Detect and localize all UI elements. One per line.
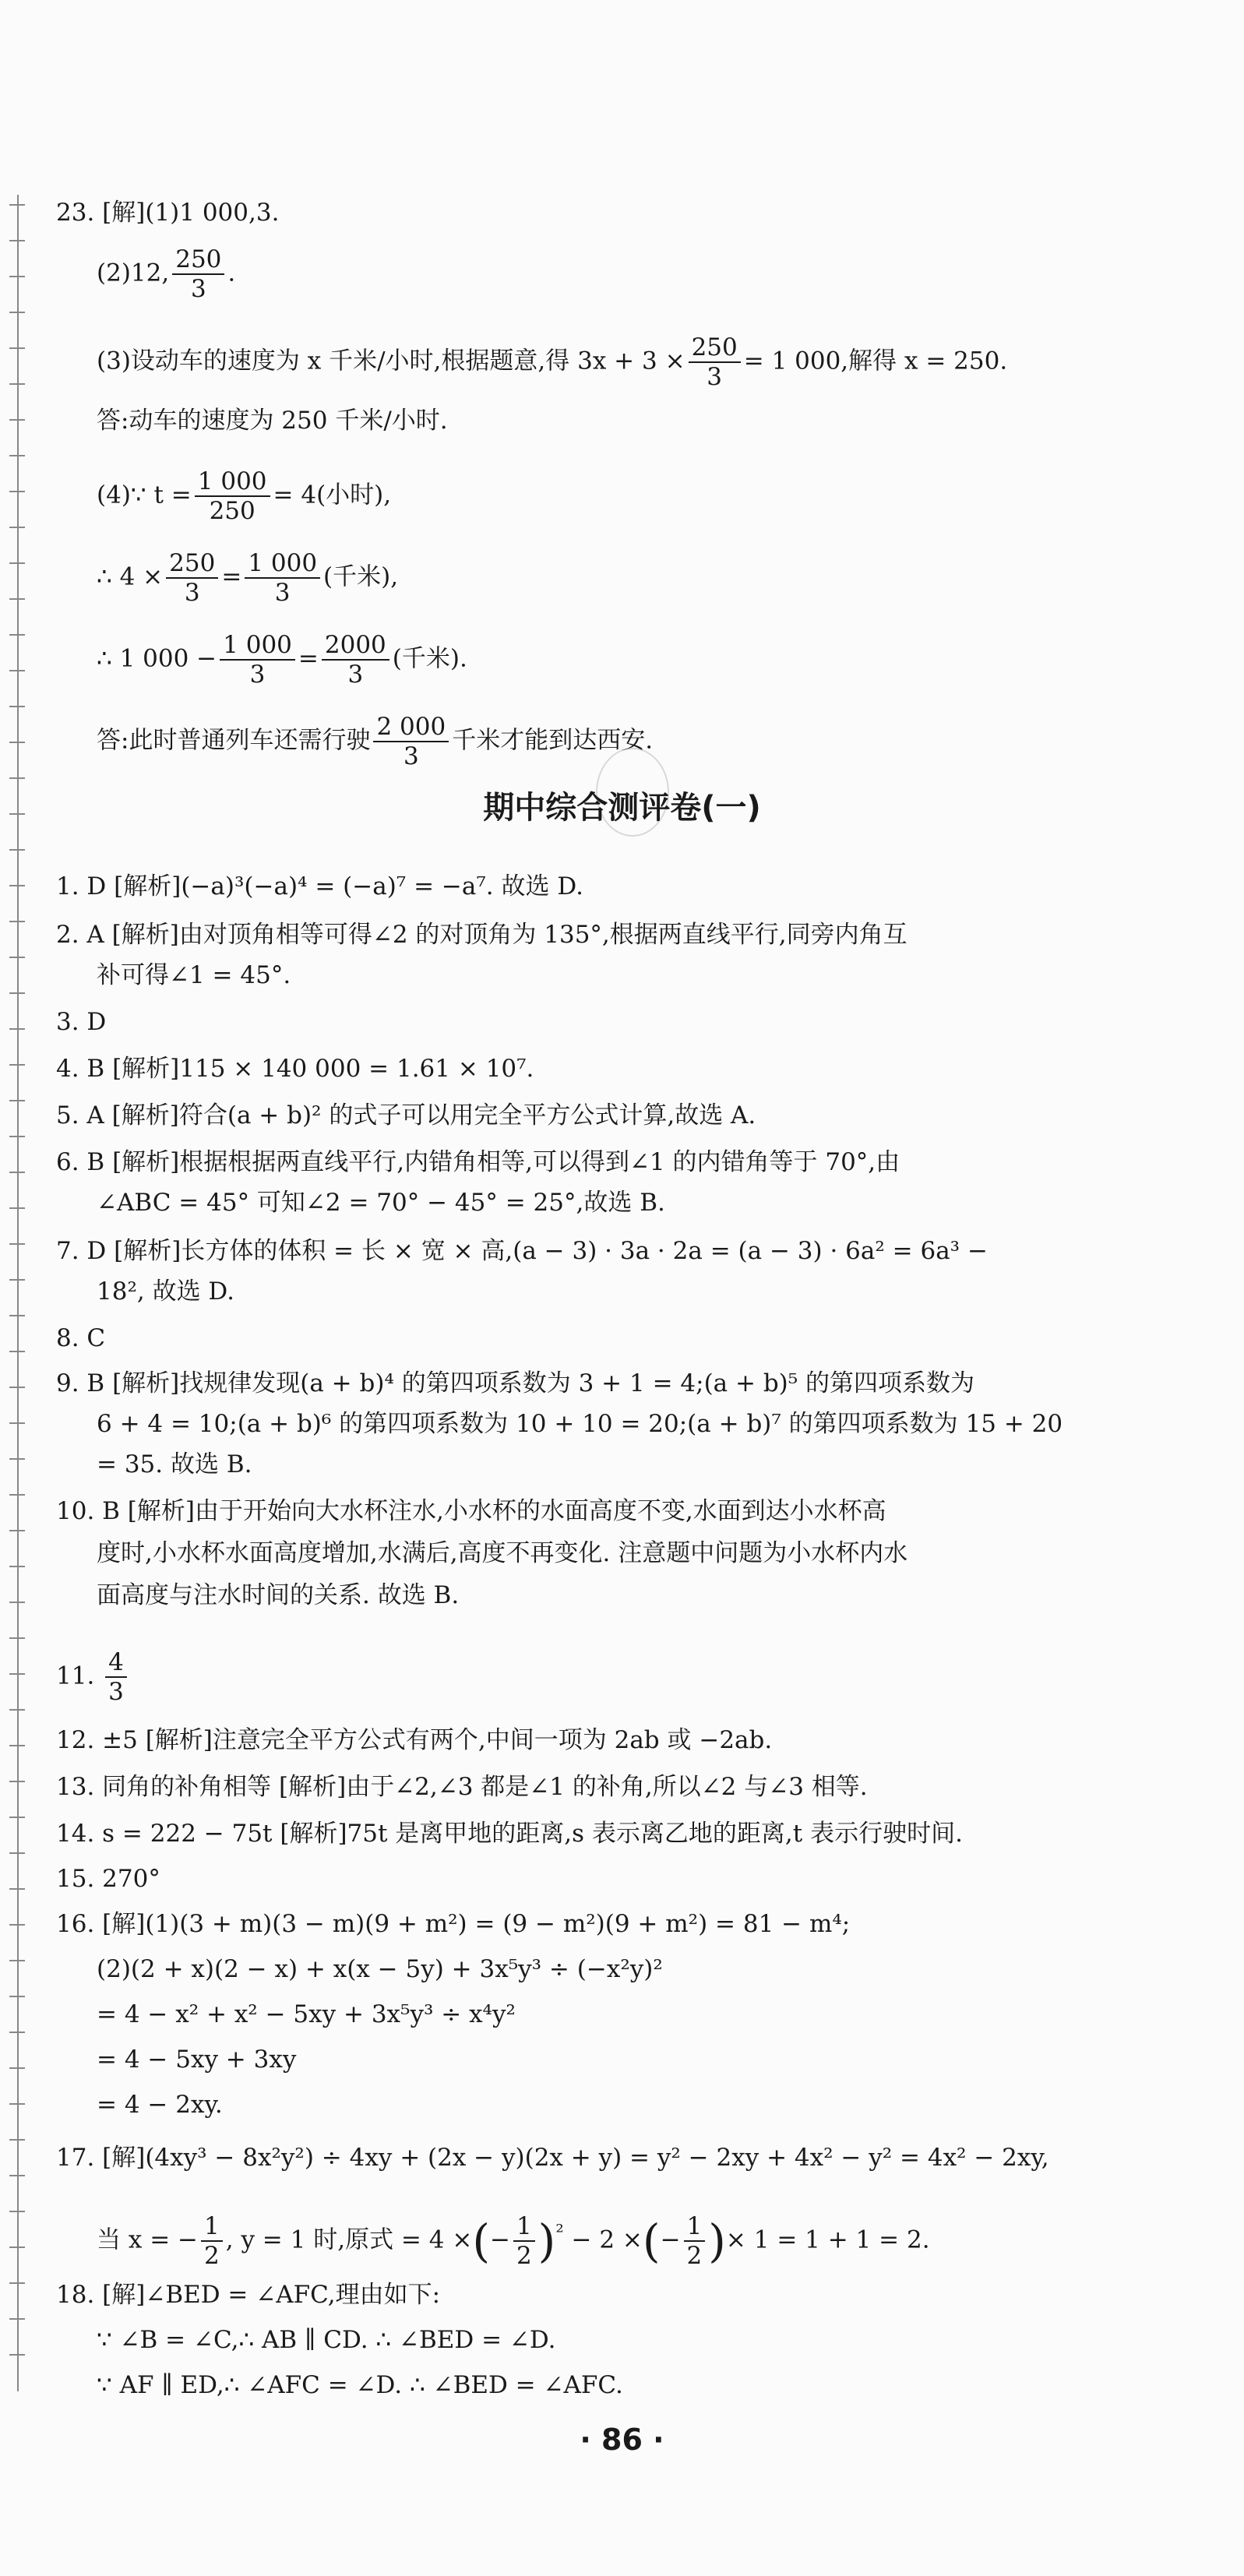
binding-tick xyxy=(9,921,25,922)
binding-tick xyxy=(9,1960,25,1961)
binding-tick xyxy=(9,1673,25,1675)
binding-tick xyxy=(9,849,25,851)
binding-tick xyxy=(9,957,25,958)
binding-tick xyxy=(9,742,25,743)
binding-tick xyxy=(9,2282,25,2284)
binding-tick xyxy=(9,1852,25,1854)
q23-line-2: (2)12, $\frac{250}{3}$ . xyxy=(97,245,236,303)
fraction: $\frac{1}{2}$ xyxy=(201,2212,223,2270)
answer-7-line-1: 7. D [解析]长方体的体积 = 长 × 宽 × 高,(a − 3) · 3a · 2a = (a − 3) · 6a² = 6a³ − xyxy=(56,1237,988,1265)
answer-16-line-2: (2)(2 + x)(2 − x) + x(x − 5y) + 3x⁵y³ ÷ (−x²y)² xyxy=(97,1955,663,1983)
answer-18-line-3: ∵ AF ∥ ED,∴ ∠AFC = ∠D. ∴ ∠BED = ∠AFC. xyxy=(97,2371,623,2399)
binding-tick xyxy=(9,1530,25,1531)
binding-tick xyxy=(9,777,25,779)
answer-16-line-3: = 4 − x² + x² − 5xy + 3x⁵y³ ÷ x⁴y² xyxy=(97,2000,516,2028)
binding-tick xyxy=(9,1745,25,1746)
answer-2-line-2: 补可得∠1 = 45°. xyxy=(97,961,291,989)
answer-8: 8. C xyxy=(56,1324,106,1352)
binding-tick xyxy=(9,1387,25,1388)
binding-tick xyxy=(9,491,25,492)
fraction: $\frac{1}{2}$ xyxy=(684,2212,706,2270)
answer-6-line-2: ∠ABC = 45° 可知∠2 = 70° − 45° = 25°,故选 B. xyxy=(97,1189,665,1217)
binding-tick xyxy=(9,347,25,349)
binding-tick xyxy=(9,885,25,886)
q23-line-3: (3)设动车的速度为 x 千米/小时,根据题意,得 3x + 3 × $\frac{250}{3}$ = 1 000,解得 x = 250. xyxy=(97,333,1008,391)
page-number: · 86 · xyxy=(580,2423,664,2457)
answer-10-line-1: 10. B [解析]由于开始向大水杯注水,小水杯的水面高度不变,水面到达小水杯高 xyxy=(56,1497,886,1525)
binding-tick xyxy=(9,1243,25,1245)
fraction: $\frac{2000}{3}$ xyxy=(322,631,389,689)
binding-tick xyxy=(9,2067,25,2069)
binding-tick xyxy=(9,1924,25,1926)
answer-14: 14. s = 222 − 75t [解析]75t 是离甲地的距离,s 表示离乙地的距离,t 表示行驶时间. xyxy=(56,1820,963,1848)
answer-13: 13. 同角的补角相等 [解析]由于∠2,∠3 都是∠1 的补角,所以∠2 与∠3 相等. xyxy=(56,1773,868,1801)
binding-tick xyxy=(9,670,25,671)
answer-11: 11. $\frac{4}{3}$ xyxy=(56,1648,130,1706)
binding-margin-line xyxy=(17,195,19,2391)
binding-tick xyxy=(9,1781,25,1782)
binding-tick xyxy=(9,598,25,600)
answer-18-line-1: 18. [解]∠BED = ∠AFC,理由如下: xyxy=(56,2281,441,2309)
binding-tick xyxy=(9,204,25,206)
binding-tick xyxy=(9,1494,25,1496)
fraction: $\frac{1 000}{250}$ xyxy=(195,467,270,525)
answer-9-line-1: 9. B [解析]找规律发现(a + b)⁴ 的第四项系数为 3 + 1 = 4;(a + b)⁵ 的第四项系数为 xyxy=(56,1369,975,1397)
section-title: 期中综合测评卷(一) xyxy=(483,790,761,826)
binding-tick xyxy=(9,1136,25,1137)
binding-tick xyxy=(9,2175,25,2176)
answer-2-line-1: 2. A [解析]由对顶角相等可得∠2 的对顶角为 135°,根据两直线平行,同旁内角互 xyxy=(56,921,907,949)
binding-tick xyxy=(9,2318,25,2320)
answer-10-line-2: 度时,小水杯水面高度增加,水满后,高度不再变化. 注意题中问题为小水杯内水 xyxy=(97,1539,908,1567)
answer-12: 12. ±5 [解析]注意完全平方公式有两个,中间一项为 2ab 或 −2ab. xyxy=(56,1726,773,1754)
answer-9-line-2: 6 + 4 = 10;(a + b)⁶ 的第四项系数为 10 + 10 = 20;(a + b)⁷ 的第四项系数为 15 + 20 xyxy=(97,1410,1063,1438)
fraction: $\frac{1 000}{3}$ xyxy=(245,549,320,607)
q23-line-7: ∴ 1 000 − $\frac{1 000}{3}$ = $\frac{2000}{3}$ (千米). xyxy=(97,631,467,689)
binding-tick xyxy=(9,2139,25,2141)
answer-7-line-2: 18², 故选 D. xyxy=(97,1277,235,1306)
q23-line-4: 答:动车的速度为 250 千米/小时. xyxy=(97,407,448,435)
binding-tick xyxy=(9,1817,25,1818)
binding-tick xyxy=(9,2354,25,2356)
binding-tick xyxy=(9,1888,25,1890)
binding-tick xyxy=(9,2211,25,2212)
answer-16-line-4: = 4 − 5xy + 3xy xyxy=(97,2046,297,2074)
answer-5: 5. A [解析]符合(a + b)² 的式子可以用完全平方公式计算,故选 A. xyxy=(56,1101,756,1129)
binding-tick xyxy=(9,1996,25,1997)
answer-15: 15. 270° xyxy=(56,1865,160,1893)
answer-4: 4. B [解析]115 × 140 000 = 1.61 × 10⁷. xyxy=(56,1055,534,1083)
answer-16-line-5: = 4 − 2xy. xyxy=(97,2091,223,2119)
q23-line-5: (4)∵ t = $\frac{1 000}{250}$ = 4(小时), xyxy=(97,467,392,525)
binding-tick xyxy=(9,992,25,994)
binding-tick xyxy=(9,1351,25,1352)
binding-tick xyxy=(9,562,25,564)
binding-tick xyxy=(9,419,25,421)
binding-tick xyxy=(9,1709,25,1711)
answer-9-line-3: = 35. 故选 B. xyxy=(97,1450,252,1478)
q23-line-1: 23. [解](1)1 000,3. xyxy=(56,199,280,227)
binding-tick xyxy=(9,2032,25,2033)
binding-tick xyxy=(9,1422,25,1424)
binding-tick xyxy=(9,1100,25,1101)
answer-1: 1. D [解析](−a)³(−a)⁴ = (−a)⁷ = −a⁷. 故选 D. xyxy=(56,872,583,900)
answer-17-line-2: 当 x = − $\frac{1}{2}$ , y = 1 时,原式 = 4 ×(− $\frac{1}{2}$ )$^{^2}$ − 2 ×(− $\frac{1}{2}$ )× 1 = 1 + 1 = 2. xyxy=(97,2212,930,2270)
answer-10-line-3: 面高度与注水时间的关系. 故选 B. xyxy=(97,1581,460,1609)
fraction: $\frac{250}{3}$ xyxy=(172,245,224,303)
binding-tick xyxy=(9,1315,25,1316)
answer-18-line-2: ∵ ∠B = ∠C,∴ AB ∥ CD. ∴ ∠BED = ∠D. xyxy=(97,2326,556,2354)
q23-line-8: 答:此时普通列车还需行驶 $\frac{2 000}{3}$ 千米才能到达西安. xyxy=(97,713,654,770)
binding-tick xyxy=(9,276,25,277)
binding-tick xyxy=(9,1172,25,1173)
binding-tick xyxy=(9,240,25,241)
q23-line-6: ∴ 4 × $\frac{250}{3}$ = $\frac{1 000}{3}$ (千米), xyxy=(97,549,399,607)
fraction: $\frac{1}{2}$ xyxy=(513,2212,535,2270)
binding-tick xyxy=(9,1028,25,1030)
binding-tick xyxy=(9,1279,25,1281)
answer-6-line-1: 6. B [解析]根据根据两直线平行,内错角相等,可以得到∠1 的内错角等于 70°,由 xyxy=(56,1148,900,1176)
fraction: $\frac{2 000}{3}$ xyxy=(373,713,449,770)
binding-tick xyxy=(9,1566,25,1567)
binding-tick xyxy=(9,706,25,707)
fraction: $\frac{250}{3}$ xyxy=(166,549,218,607)
binding-tick xyxy=(9,2247,25,2248)
binding-tick xyxy=(9,383,25,385)
answer-16-line-1: 16. [解](1)(3 + m)(3 − m)(9 + m²) = (9 − m²)(9 + m²) = 81 − m⁴; xyxy=(56,1910,851,1938)
fraction: $\frac{250}{3}$ xyxy=(689,333,741,391)
binding-tick xyxy=(9,1602,25,1603)
answer-3: 3. D xyxy=(56,1008,107,1036)
binding-tick xyxy=(9,1458,25,1460)
binding-tick xyxy=(9,1207,25,1209)
binding-tick xyxy=(9,2103,25,2105)
binding-tick xyxy=(9,1064,25,1066)
fraction: $\frac{1 000}{3}$ xyxy=(220,631,295,689)
binding-tick xyxy=(9,1637,25,1639)
binding-tick xyxy=(9,312,25,313)
binding-tick xyxy=(9,455,25,456)
binding-tick xyxy=(9,634,25,636)
fraction: $\frac{4}{3}$ xyxy=(105,1648,127,1706)
answer-17-line-1: 17. [解](4xy³ − 8x²y²) ÷ 4xy + (2x − y)(2x + y) = y² − 2xy + 4x² − y² = 4x² − 2xy, xyxy=(56,2144,1049,2172)
binding-tick xyxy=(9,527,25,528)
